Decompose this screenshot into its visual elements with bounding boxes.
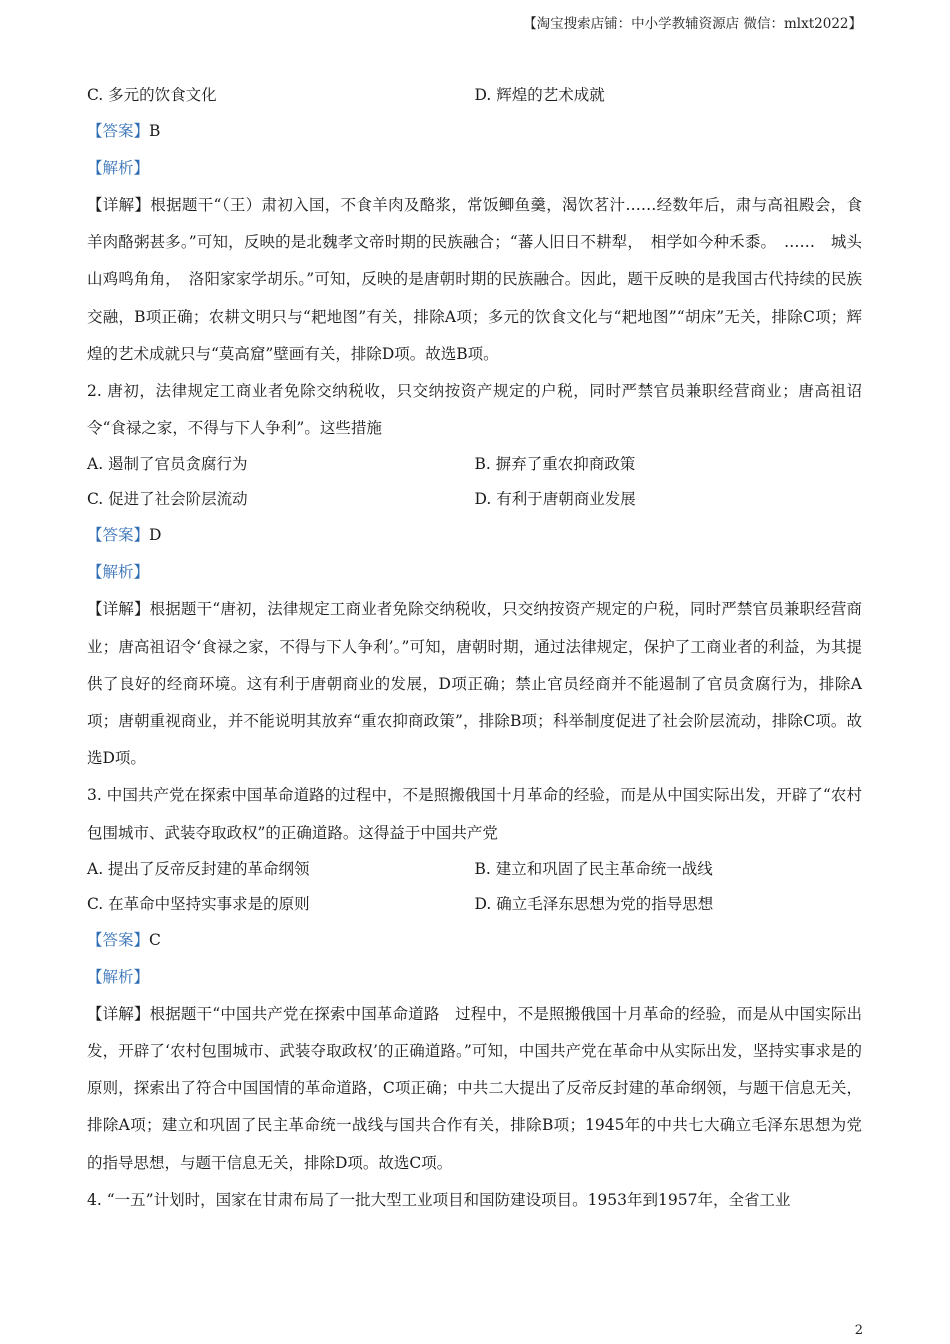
- q2-option-b: B. 摒弃了重农抑商政策: [474, 455, 636, 474]
- q1-option-c: C. 多元的饮食文化: [87, 86, 217, 104]
- detail-label: 【详解】: [87, 600, 150, 619]
- q2-option-c: C. 促进了社会阶层流动: [87, 490, 248, 509]
- q2-options-row-2: [87, 482, 862, 517]
- answer-label: 【答案】: [87, 526, 150, 545]
- q2-options-row-1: [87, 447, 862, 482]
- q3-option-a: A. 提出了反帝反封建的革命纲领: [87, 859, 310, 878]
- answer-label: 【答案】: [87, 930, 150, 949]
- detail-label: 【详解】: [87, 1004, 150, 1023]
- q2-answer: [87, 517, 862, 554]
- page-number: 2: [854, 1323, 863, 1338]
- q3-analysis-label: 【解析】: [87, 967, 150, 986]
- q1-options-row: [87, 78, 862, 113]
- q3-option-d: D. 确立毛泽东思想为党的指导思想: [474, 894, 714, 913]
- answer-value: B: [149, 122, 161, 140]
- q1-answer: [87, 113, 862, 150]
- q1-analysis-label: 【解析】: [87, 159, 150, 177]
- answer-value: C: [149, 930, 161, 949]
- q2-stem: 2. 唐初，法律规定工商业者免除交纳税收，只交纳按资产规定的户税，同时严禁官员兼职经营商业；唐高祖诏令“食禄之家，不得与下人争利”。这些措施: [87, 382, 862, 438]
- q1-option-d: D. 辉煌的艺术成就: [474, 86, 605, 104]
- q2-analysis-label: 【解析】: [87, 563, 150, 582]
- q2-option-a: A. 遏制了官员贪腐行为: [87, 455, 248, 474]
- q3-options-row-1: [87, 852, 862, 887]
- answer-label: 【答案】: [87, 122, 150, 140]
- q3-option-c: C. 在革命中坚持实事求是的原则: [87, 894, 310, 913]
- q3-option-b: B. 建立和巩固了民主革命统一战线: [474, 859, 713, 878]
- q3-answer: [87, 922, 862, 959]
- q3-stem: 3. 中国共产党在探索中国革命道路的过程中，不是照搬俄国十月革命的经验，而是从中国实际出发，开辟了“农村包围城市、武装夺取政权”的正确道路。这得益于中国共产党: [87, 786, 862, 842]
- q2-option-d: D. 有利于唐朝商业发展: [474, 490, 636, 509]
- q2-detail: [87, 591, 862, 777]
- q1-detail: [87, 187, 862, 373]
- q4-stem: 4. “一五”计划时，国家在甘肃布局了一批大型工业项目和国防建设项目。1953年到1957年，全省工业: [87, 1190, 791, 1209]
- detail-text: 根据题干“唐初，法律规定工商业者免除交纳税收，只交纳按资产规定的户税，同时严禁官员兼职经营商业；唐高祖诏令‘食禄之家，不得与下人争利’。”可知，唐朝时期，通过法律规定，保护了工商业者的利益，为其提供了良好的经商环境。这有利于唐朝商业的发展，D项正确；禁止官员经商并不能遏制了官员贪腐行为，排除A项；唐朝重视商业，并不能说明其放弃“重农抑商政策”，排除B项；科举制度促进了社会阶层流动，排除C项。故选D项。: [87, 600, 862, 768]
- detail-label: 【详解】: [87, 196, 151, 214]
- detail-text: 根据题干“中国共产党在探索中国革命道路 过程中，不是照搬俄国十月革命的经验，而是从中国实际出发，开辟了‘农村包围城市、武装夺取政权’的正确道路。”可知，中国共产党在革命中从实际出发，坚持实事求是的原则，探索出了符合中国国情的革命道路，C项正确；中共二大提出了反帝反封建的革命纲领，与题干信息无关，排除A项；建立和巩固了民主革命统一战线与国共合作有关，排除B项；1945年的中共七大确立毛泽东思想为党的指导思想，与题干信息无关，排除D项。故选C项。: [87, 1004, 862, 1172]
- answer-value: D: [149, 526, 162, 545]
- q3-options-row-2: [87, 887, 862, 922]
- header-note: 【淘宝搜索店铺：中小学教辅资源店 微信：mlxt2022】: [523, 16, 862, 32]
- detail-text: 根据题干“（王）肃初入国，不食羊肉及酪浆，常饭鲫鱼羹，渴饮茗汁……经数年后，肃与高祖殿会，食羊肉酪粥甚多。”可知，反映的是北魏孝文帝时期的民族融合；“蕃人旧日不耕犁， 相学如今种禾黍。 …… 城头山鸡鸣角角， 洛阳家家学胡乐。”可知，反映的是唐朝时期的民族融合。因此，题干反映的是我国古代持续的民族交融，B项正确；农耕文明只与“耙地图”有关，排除A项；多元的饮食文化与“耙地图”“胡床”无关，排除C项；辉煌的艺术成就只与“莫高窟”壁画有关，排除D项。故选B项。: [87, 196, 862, 363]
- q3-detail: [87, 996, 862, 1182]
- document-body: [87, 78, 862, 1219]
